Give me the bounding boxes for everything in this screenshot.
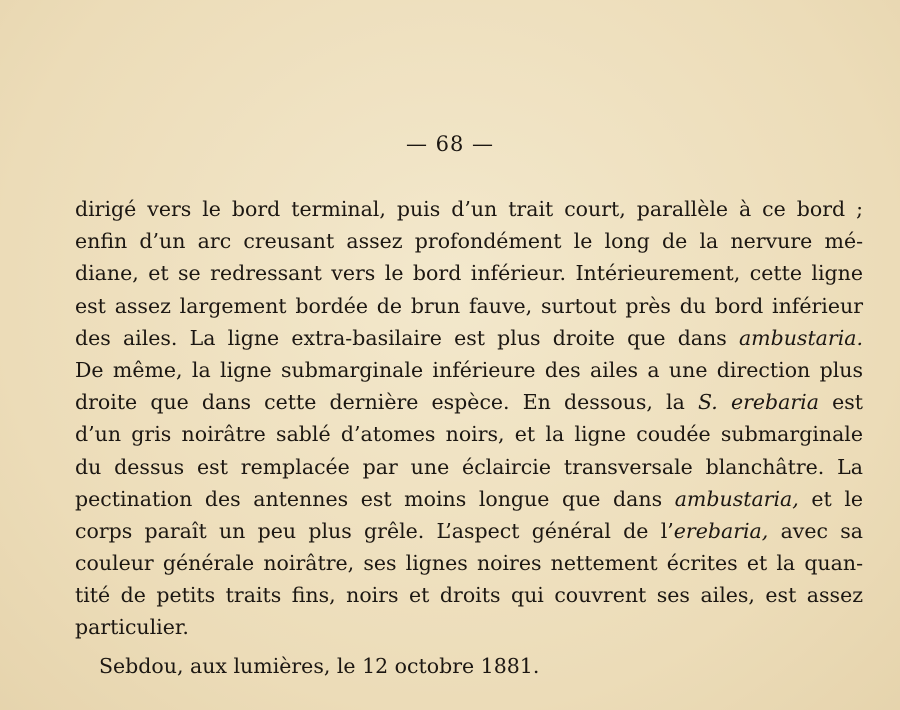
text-line bbox=[75, 386, 863, 418]
italic-species-name: ambustaria, bbox=[674, 486, 799, 511]
text-line bbox=[75, 611, 863, 643]
text-run: du dessus est remplacée par une éclaircie transversale blanchâtre. La bbox=[75, 454, 863, 479]
text-line bbox=[75, 483, 863, 515]
text-line bbox=[75, 225, 863, 257]
text-line bbox=[75, 257, 863, 289]
italic-species-name: ambustaria. bbox=[738, 325, 863, 350]
text-run: De même, la ligne submarginale inférieure des ailes a une direction plus bbox=[75, 357, 863, 382]
text-line bbox=[75, 193, 863, 225]
text-run: corps paraît un peu plus grêle. L’aspect général de l’ bbox=[75, 518, 674, 543]
text-run: avec sa bbox=[768, 518, 863, 543]
text-line bbox=[75, 322, 863, 354]
text-run: tité de petits traits fins, noirs et droits qui couvrent ses ailes, est assez bbox=[75, 583, 863, 608]
text-line bbox=[75, 354, 863, 386]
text-run: droite que dans cette dernière espèce. En dessous, la bbox=[75, 390, 698, 415]
closing-line bbox=[75, 650, 863, 682]
text-run: est assez largement bordée de brun fauve, surtout près du bord inférieur bbox=[75, 293, 863, 318]
text-line bbox=[75, 515, 863, 547]
text-line bbox=[75, 547, 863, 579]
text-run: pectination des antennes est moins longue que dans bbox=[75, 486, 675, 511]
text-run: particulier. bbox=[75, 615, 189, 640]
text-run: est bbox=[818, 390, 863, 415]
text-line bbox=[75, 579, 863, 611]
text-run: couleur générale noirâtre, ses lignes noires nettement écrites et la quan- bbox=[75, 551, 863, 576]
italic-species-name: S. erebaria bbox=[697, 390, 819, 415]
page-number: — 68 — bbox=[405, 132, 495, 156]
text-line bbox=[75, 451, 863, 483]
italic-species-name: erebaria, bbox=[673, 518, 769, 543]
text-run: enfin d’un arc creusant assez profondément le long de la nervure mé- bbox=[75, 229, 863, 254]
text-run: d’un gris noirâtre sablé d’atomes noirs, et la ligne coudée submarginale bbox=[75, 422, 863, 447]
body-paragraph bbox=[75, 193, 863, 682]
text-line bbox=[75, 290, 863, 322]
text-run: et le bbox=[798, 486, 864, 511]
text-run: dirigé vers le bord terminal, puis d’un trait court, parallèle à ce bord ; bbox=[75, 197, 863, 221]
text-line bbox=[75, 418, 863, 450]
place-and-date: Sebdou, aux lumières, le 12 octobre 1881. bbox=[99, 653, 540, 678]
text-run: diane, et se redressant vers le bord inférieur. Intérieurement, cette ligne bbox=[75, 261, 863, 286]
text-run: des ailes. La ligne extra-basilaire est plus droite que dans bbox=[75, 325, 739, 350]
